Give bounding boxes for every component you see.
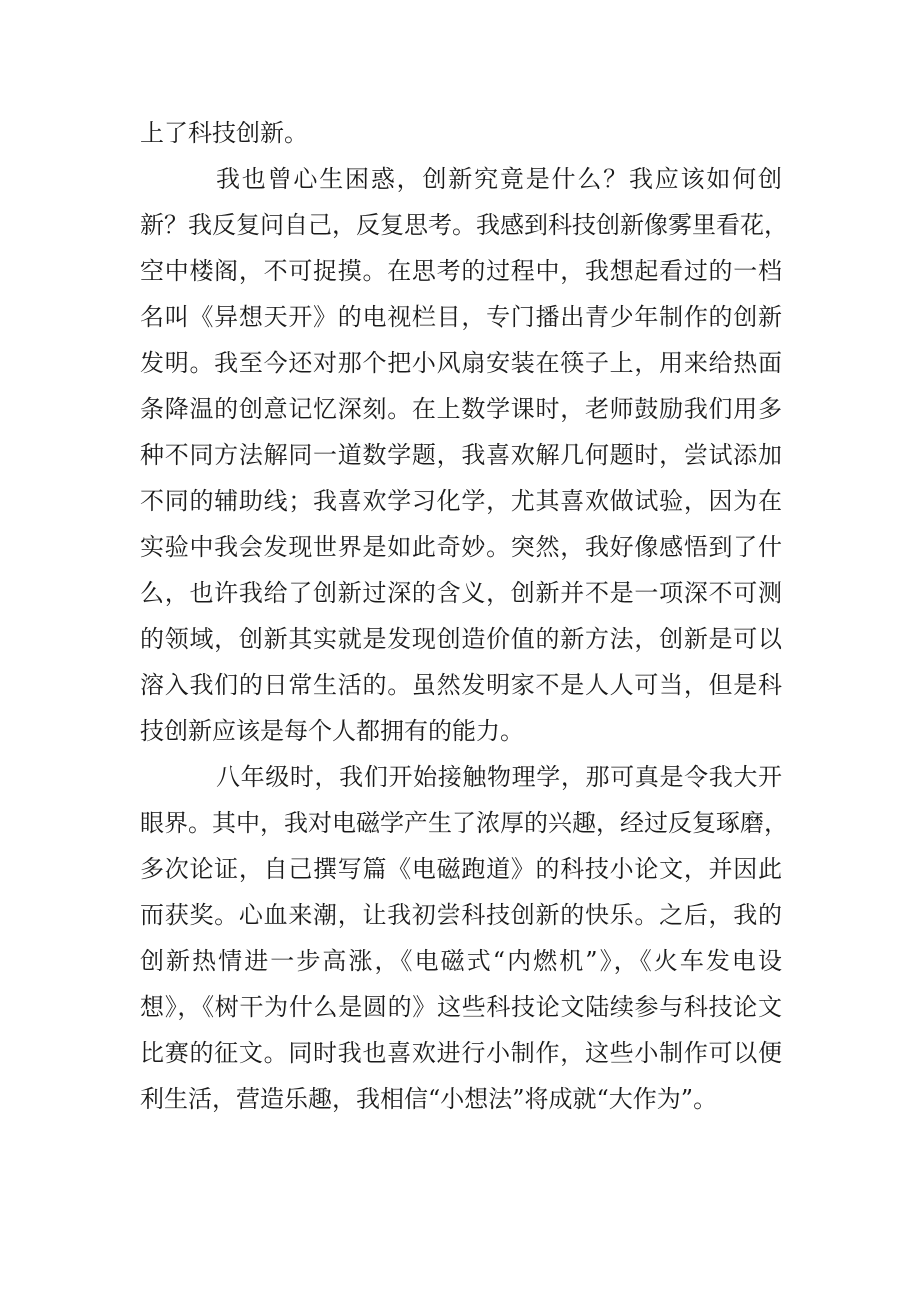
text-line: 发明。我至今还对那个把小风扇安装在筷子上，用来给热面 (140, 349, 782, 377)
text-line: 我也曾心生困惑，创新究竟是什么？我应该如何创 (216, 165, 782, 193)
text-line: 么，也许我给了创新过深的含义，创新并不是一项深不可测 (140, 579, 782, 607)
text-line: 而获奖。心血来潮，让我初尝科技创新的快乐。之后，我的 (140, 901, 782, 929)
text-line: 实验中我会发现世界是如此奇妙。突然，我好像感悟到了什 (140, 533, 782, 561)
text-line: 眼界。其中，我对电磁学产生了浓厚的兴趣，经过反复琢磨， (140, 809, 788, 837)
text-line: 的领域，创新其实就是发现创造价值的新方法，创新是可以 (140, 625, 782, 653)
text-line: 新？我反复问自己，反复思考。我感到科技创新像雾里看花， (140, 211, 788, 239)
paragraph (140, 110, 782, 156)
paragraph (140, 754, 788, 1122)
text-line: 技创新应该是每个人都拥有的能力。 (140, 717, 524, 745)
text-line: 溶入我们的日常生活的。虽然发明家不是人人可当，但是科 (140, 671, 782, 699)
text-line: 空中楼阁，不可捉摸。在思考的过程中，我想起看过的一档 (140, 257, 782, 285)
text-line: 不同的辅助线；我喜欢学习化学，尤其喜欢做试验，因为在 (140, 487, 782, 515)
text-line: 名叫《异想天开》的电视栏目，专门播出青少年制作的创新 (140, 303, 782, 331)
text-line: 利生活，营造乐趣，我相信“小想法”将成就“大作为”。 (140, 1085, 718, 1113)
paragraph (140, 156, 788, 754)
text-line: 种不同方法解同一道数学题，我喜欢解几何题时，尝试添加 (140, 441, 782, 469)
document-page (140, 110, 788, 1122)
text-line: 创新热情进一步高涨，《电磁式“内燃机”》，《火车发电设 (140, 947, 782, 975)
text-line: 条降温的创意记忆深刻。在上数学课时，老师鼓励我们用多 (140, 395, 782, 423)
text-line: 多次论证，自己撰写篇《电磁跑道》的科技小论文，并因此 (140, 855, 782, 883)
text-line: 上了科技创新。 (140, 119, 308, 147)
text-line: 比赛的征文。同时我也喜欢进行小制作，这些小制作可以便 (140, 1039, 782, 1067)
text-line: 想》，《树干为什么是圆的》这些科技论文陆续参与科技论文 (140, 993, 782, 1021)
text-line: 八年级时，我们开始接触物理学，那可真是令我大开 (216, 763, 782, 791)
